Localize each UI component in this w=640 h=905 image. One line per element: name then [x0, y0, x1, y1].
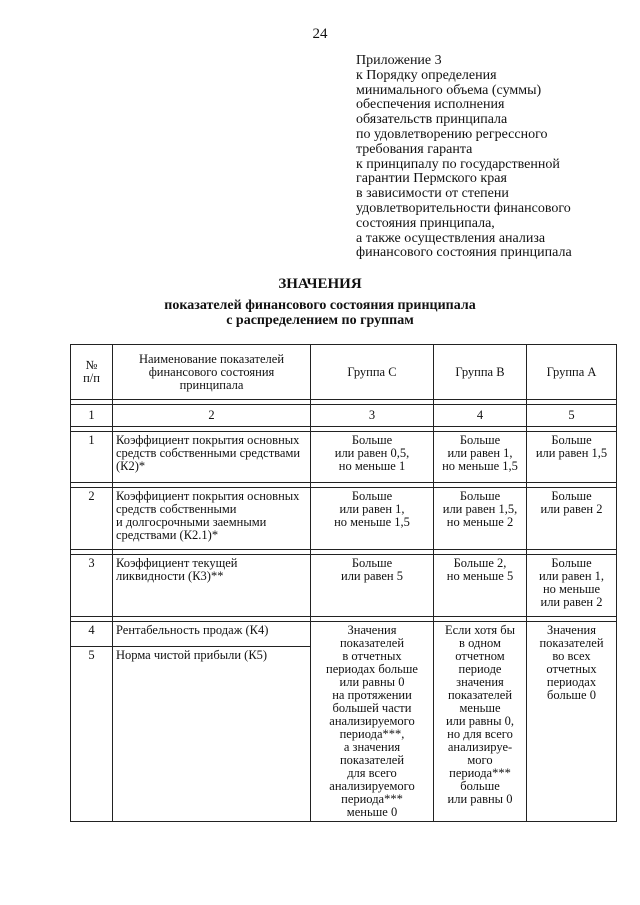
cell-line: Значения [547, 623, 596, 637]
group-a-merged-value [527, 622, 617, 822]
cell-line: Больше 2, [453, 556, 507, 570]
group-b-value [434, 432, 527, 483]
cell-line: или равен 1,5, [442, 502, 518, 516]
cell-line: или равны 0 [339, 675, 405, 689]
cell-line: периода*** [449, 766, 511, 780]
cell-line: но меньше [542, 582, 601, 596]
cell-line: Норма чистой прибыли (К5) [116, 648, 268, 662]
column-number: 1 [71, 405, 113, 427]
appendix-line: гарантии Пермского края [356, 171, 507, 187]
row-number: 2 [71, 488, 113, 550]
cell-line: ликвидности (К3)** [116, 569, 224, 583]
cell-line: больше [460, 779, 500, 793]
cell-line: периоде [458, 662, 502, 676]
cell-line: или равен 1,5 [535, 446, 608, 460]
cell-line: но меньше 1,5 [334, 515, 410, 529]
cell-line: Больше [459, 489, 501, 503]
appendix-line: а также осуществления анализа [356, 230, 546, 246]
group-c-value [311, 555, 434, 617]
cell-line: и долгосрочными заемными [116, 515, 267, 529]
group-b-value [434, 488, 527, 550]
indicator-name [113, 432, 311, 483]
cell-line: или равны 0 [447, 792, 513, 806]
cell-line: отчетных [546, 662, 597, 676]
appendix-line: обязательств принципала [356, 112, 508, 128]
cell-line: Больше [351, 556, 393, 570]
indicator-name [113, 647, 311, 822]
cell-line: средств собственными [116, 502, 237, 516]
cell-line: анализируемого [329, 779, 415, 793]
appendix-line: Приложение 3 [356, 53, 442, 68]
cell-line: п/п [83, 371, 100, 385]
cell-line: в одном [459, 636, 501, 650]
indicator-name [113, 622, 311, 647]
cell-line: Больше [351, 489, 393, 503]
header-indicator-name [113, 345, 311, 400]
cell-line: средствами (К2.1)* [116, 528, 219, 542]
cell-line: в отчетных [342, 649, 402, 663]
column-number: 5 [527, 405, 617, 427]
group-b-merged-value [434, 622, 527, 822]
group-a-value [527, 432, 617, 483]
indicator-name [113, 555, 311, 617]
column-numbers-row [71, 405, 617, 427]
column-number: 2 [113, 405, 311, 427]
appendix-line: удовлетворительности финансового [356, 200, 571, 216]
appendix-line: в зависимости от степени [356, 186, 509, 202]
appendix-line: к Порядку определения [356, 67, 497, 83]
cell-line: периода***, [339, 727, 405, 741]
cell-line: показателей [447, 688, 513, 702]
row-number: 5 [71, 647, 113, 822]
cell-line: но для всего [447, 727, 513, 741]
cell-line: (К2)* [116, 459, 146, 473]
cell-line: но меньше 1,5 [442, 459, 518, 473]
row-number: 3 [71, 555, 113, 617]
cell-line: периодах [546, 675, 597, 689]
group-a-value [527, 488, 617, 550]
group-c-merged-value [311, 622, 434, 822]
subtitle-line: с распределением по группам [226, 312, 414, 328]
row-number: 4 [71, 622, 113, 647]
appendix-line: минимального объема (суммы) [356, 82, 542, 98]
cell-line: Больше [551, 433, 592, 447]
group-c-value [311, 432, 434, 483]
appendix-reference [356, 54, 572, 261]
group-a-value [527, 555, 617, 617]
cell-line: Наименование показателей [138, 351, 285, 366]
group-c-value [311, 488, 434, 550]
cell-line: или равен 2 [540, 502, 603, 516]
cell-line: или равен 1, [339, 502, 405, 516]
table-row [71, 622, 617, 647]
cell-line: Больше [351, 433, 393, 447]
cell-line: Значения [347, 623, 397, 637]
appendix-line: по удовлетворению регрессного [356, 126, 548, 142]
subtitle-line: показателей финансового состояния принципала [164, 298, 476, 313]
cell-line: отчетном [455, 649, 505, 663]
cell-line: во всех [552, 649, 591, 663]
cell-line: Рентабельность продаж (К4) [116, 623, 269, 637]
appendix-line: требования гаранта [356, 141, 473, 157]
header-num [71, 345, 113, 400]
cell-line: показателей [539, 636, 604, 650]
column-number: 4 [434, 405, 527, 427]
cell-line: анализируемого [329, 714, 415, 728]
cell-line: средств собственными средствами [116, 446, 301, 460]
table-row [71, 488, 617, 550]
cell-line: больше 0 [547, 688, 596, 702]
cell-line: или равен 1, [538, 569, 605, 583]
cell-line: или равен 2 [540, 595, 603, 609]
cell-line: принципала [179, 377, 244, 392]
cell-line: Больше [551, 556, 592, 570]
group-b-value [434, 555, 527, 617]
table-row [71, 555, 617, 617]
appendix-line: состояния принципала, [356, 215, 495, 231]
cell-line: но меньше 5 [446, 569, 514, 583]
header-group-b: Группа В [434, 345, 527, 400]
cell-line: меньше 0 [346, 805, 398, 819]
cell-line: мого [467, 753, 493, 767]
cell-line: а значения [343, 740, 401, 754]
cell-line: или равен 1, [447, 446, 513, 460]
cell-line: или равен 0,5, [334, 446, 410, 460]
cell-line: показателей [339, 753, 405, 767]
header-group-c: Группа С [311, 345, 434, 400]
cell-line: показателей [339, 636, 405, 650]
cell-line: Коэффициент покрытия основных [116, 489, 300, 503]
cell-line: на протяжении [332, 688, 412, 702]
indicators-table [70, 344, 617, 822]
document-subtitle [0, 299, 640, 328]
cell-line: для всего [347, 766, 397, 780]
cell-line: периода*** [341, 792, 403, 806]
document-title: ЗНАЧЕНИЯ [278, 276, 362, 292]
cell-line: значения [456, 675, 504, 689]
indicator-name [113, 488, 311, 550]
cell-line: Больше [551, 489, 592, 503]
cell-line: анализируе- [447, 740, 513, 754]
appendix-line: финансового состояния принципала [356, 245, 572, 261]
cell-line: Коэффициент покрытия основных [116, 433, 300, 447]
appendix-line: к принципалу по государственной [356, 156, 560, 172]
cell-line: но меньше 2 [446, 515, 514, 529]
row-number: 1 [71, 432, 113, 483]
cell-line: Больше [459, 433, 501, 447]
header-group-a: Группа А [527, 345, 617, 400]
column-number: 3 [311, 405, 434, 427]
appendix-line: обеспечения исполнения [356, 97, 505, 113]
cell-line: № [85, 358, 98, 372]
cell-line: Коэффициент текущей [116, 556, 238, 570]
cell-line: меньше [459, 701, 501, 715]
cell-line: периодах больше [326, 662, 418, 676]
table-header-row [71, 345, 617, 400]
table-row [71, 432, 617, 483]
cell-line: Если хотя бы [444, 623, 516, 637]
cell-line: большей части [332, 701, 412, 715]
page-number: 24 [312, 26, 328, 42]
cell-line: финансового состояния [148, 364, 275, 379]
cell-line: или равен 5 [341, 569, 403, 583]
cell-line: или равны 0, [445, 714, 515, 728]
cell-line: но меньше 1 [338, 459, 406, 473]
